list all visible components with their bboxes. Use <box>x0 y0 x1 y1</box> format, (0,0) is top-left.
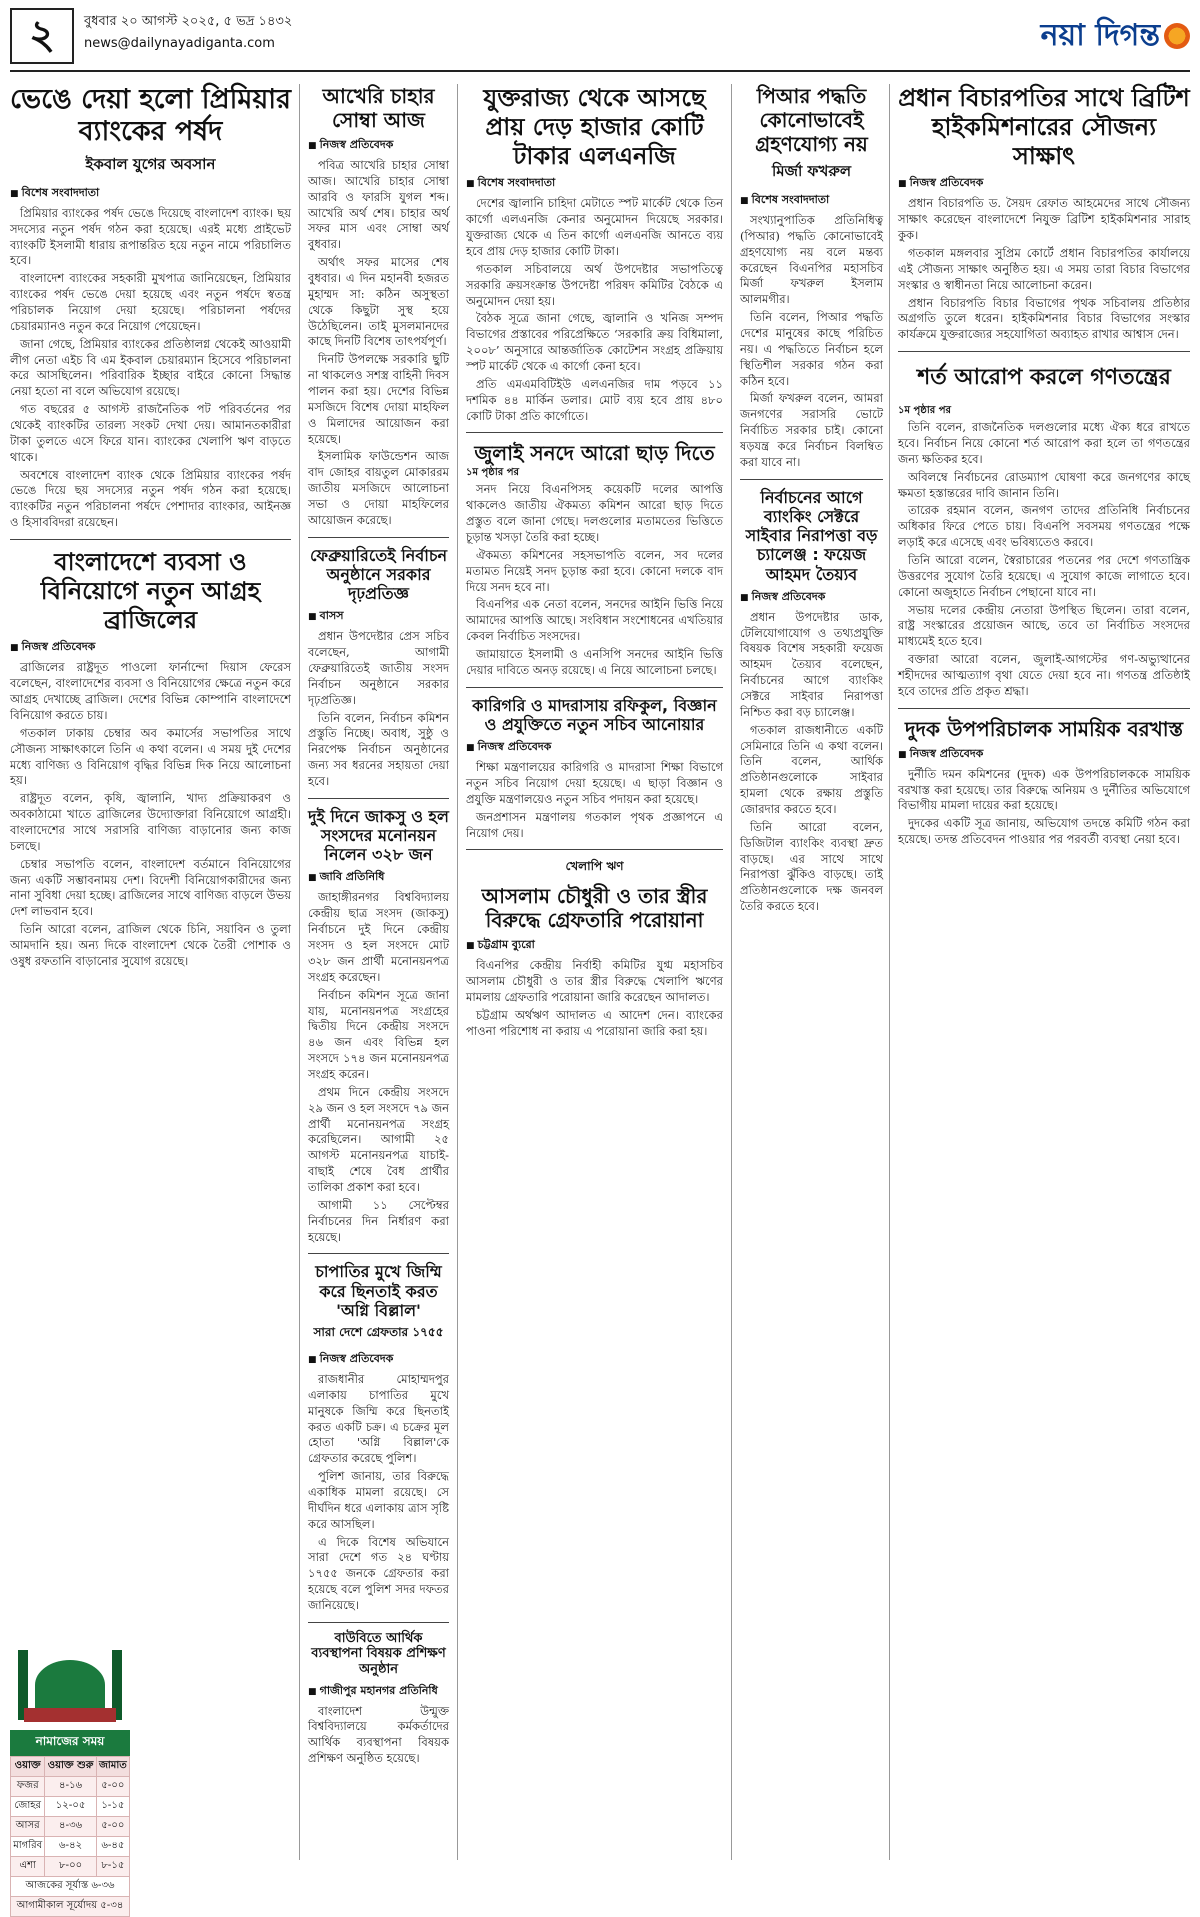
email-line[interactable]: news@dailynayadiganta.com <box>84 36 275 51</box>
story-akheri-chahar <box>308 84 449 529</box>
paragraph: বাংলাদেশ ব্যাংকের সহকারী মুখপাত্র জানিয়েছেন, প্রিমিয়ার ব্যাংকের পর্ষদ ভেঙে দেয়া হয়েছে এবং নতুন পর্ষদে স্বতন্ত্র পরিচালক নিয়োগ দেয়া হয়েছে। পরিচালনা পর্ষদের চেয়ারম্যানও নতুন করে নিয়োগ পেয়েছেন। <box>10 271 291 333</box>
paragraph: ইসলামিক ফাউন্ডেশন আজ বাদ জোহর বায়তুল মোকাররম জাতীয় মসজিদে আলোচনা সভা ও দোয়া মাহফিলের আয়োজন করেছে। <box>308 449 449 527</box>
table-cell: ৮-০০ <box>45 1857 96 1877</box>
story-body <box>740 610 883 915</box>
divider <box>466 687 723 688</box>
divider <box>10 539 291 540</box>
story-body <box>466 482 723 678</box>
headline[interactable]: চাপাতির মুখে জিম্মি করে ছিনতাই করত 'অগ্নি বিল্লাল' <box>315 1262 442 1320</box>
column-4 <box>740 84 890 1860</box>
byline: ■ বিশেষ সংবাদদাতা <box>740 191 883 210</box>
paragraph: প্রধান বিচারপতি বিচার বিভাগের পৃথক সচিবালয় প্রতিষ্ঠার অগ্রগতি তুলে ধরেন। হাইকমিশনার বিচার বিভাগের সংস্কার কার্যক্রমে যুক্তরাজ্যের সহযোগিতা অব্যাহত রাখার আশ্বাস দেন। <box>898 295 1190 342</box>
paragraph: অর্থাৎ সফর মাসের শেষ বুধবার। এ দিন মহানবী হজরত মুহাম্মদ সা: কঠিন অসুস্থতা থেকে কিছুটা সুস্থ হয়ে উঠেছিলেন। তাই মুসলমানদের কাছে দিনটি বিশেষ তাৎপর্যপূর্ণ। <box>308 255 449 349</box>
table-row <box>11 1817 130 1837</box>
column-header: ওয়াক্ত <box>11 1757 45 1777</box>
paragraph: অবিলম্বে নির্বাচনের রোডম্যাপ ঘোষণা করে জনগণের কাছে ক্ষমতা হস্তান্তরের দাবি জানান তিনি। <box>898 469 1190 500</box>
paragraph: গতকাল মঙ্গলবার সুপ্রিম কোর্টে প্রধান বিচারপতির কার্যালয়ে এই সৌজন্য সাক্ষাৎ অনুষ্ঠিত হয়। এ সময় তারা বিচার বিভাগের সংস্কার ও স্বাধীনতা নিয়ে আলোচনা করেন। <box>898 245 1190 292</box>
paragraph: জাহাঙ্গীরনগর বিশ্ববিদ্যালয় কেন্দ্রীয় ছাত্র সংসদ (জাকসু) নির্বাচনে দুই দিনে কেন্দ্রীয় সংসদ ও হল সংসদে মোট ৩২৮ জন প্রার্থী মনোনয়নপত্র সংগ্রহ করেছেন। <box>308 890 449 984</box>
story-body <box>898 767 1190 848</box>
paragraph: বিএনপির এক নেতা বলেন, সনদের আইনি ভিত্তি নিয়ে আমাদের আপত্তি আছে। সংবিধান সংশোধনের এখতিয়ার কেবল নির্বাচিত সংসদের। <box>466 597 723 644</box>
story-body <box>466 196 723 424</box>
column-2 <box>308 84 458 1860</box>
paragraph: সনদ নিয়ে বিএনপিসহ কয়েকটি দলের আপত্তি থাকলেও জাতীয় ঐকমত্য কমিশন আরো ছাড় দিতে প্রস্তুত বলে জানা গেছে। দলগুলোর মতামতের ভিত্তিতে চূড়ান্ত খসড়া তৈরি করা হচ্ছে। <box>466 482 723 544</box>
table-cell: ৫-০০ <box>96 1817 129 1837</box>
jump-line: ১ম পৃষ্ঠার পর <box>898 405 951 417</box>
table-cell: মাগরিব <box>11 1837 45 1857</box>
table-cell: ৬-৪৫ <box>96 1837 129 1857</box>
headline[interactable]: দুই দিনে জাকসু ও হল সংসদের মনোনয়ন নিলেন ৩২৮ জন <box>308 806 449 865</box>
divider <box>466 849 723 850</box>
paragraph: তিনি বলেন, নির্বাচন কমিশন প্রস্তুতি নিচ্ছে। অবাধ, সুষ্ঠু ও নিরপেক্ষ নির্বাচন অনুষ্ঠানের জন্য সব ধরনের সহায়তা দেয়া হবে। <box>308 710 449 789</box>
paragraph: তারেক রহমান বলেন, জনগণ তাদের প্রতিনিধি নির্বাচনের অধিকার ফিরে পেতে চায়। বিএনপি সবসময় গণতন্ত্রের পক্ষে লড়াই করে এসেছে এবং ভবিষ্যতেও করবে। <box>898 503 1190 550</box>
paragraph: বক্তারা আরো বলেন, জুলাই-আগস্টের গণ-অভ্যুত্থানের শহীদদের আত্মত্যাগ বৃথা যেতে দেয়া হবে না। গণতন্ত্র প্রতিষ্ঠাই হবে তাদের প্রতি প্রকৃত শ্রদ্ধা। <box>898 652 1190 698</box>
paragraph: দুর্নীতি দমন কমিশনের (দুদক) এক উপপরিচালককে সাময়িক বরখাস্ত করা হয়েছে। তার বিরুদ্ধে অনিয়ম ও দুর্নীতির অভিযোগে বিভাগীয় মামলা দায়ের করা হয়েছে। <box>898 766 1190 813</box>
paragraph: প্রধান উপদেষ্টার ডাক, টেলিযোগাযোগ ও তথ্যপ্রযুক্তি বিষয়ক বিশেষ সহকারী ফয়েজ আহমদ তৈয়্যব বলেছেন, নির্বাচনের আগে ব্যাংকিং সেক্টরে সাইবার নিরাপত্তা নিশ্চিত করা বড় চ্যালেঞ্জ। <box>740 609 883 719</box>
paragraph: তিনি বলেন, রাজনৈতিক দলগুলোর মধ্যে ঐক্য ধরে রাখতে হবে। নির্বাচন নিয়ে কোনো শর্ত আরোপ করা হলে তা গণতন্ত্রের জন্য ক্ষতিকর হবে। <box>898 420 1190 466</box>
sunrise-cell: আগামীকাল সূর্যোদয় ৫-৩৪ <box>11 1897 130 1917</box>
newspaper-logo[interactable] <box>1030 8 1190 64</box>
date-line: বুধবার ২০ আগস্ট ২০২৫, ৫ ভদ্র ১৪৩২ <box>84 14 293 29</box>
sunset-cell: আজকের সূর্যাস্ত ৬-৩৬ <box>11 1877 130 1897</box>
story-body <box>466 958 723 1039</box>
headline[interactable]: প্রধান বিচারপতির সাথে ব্রিটিশ হাইকমিশনারের সৌজন্য সাক্ষাৎ <box>898 84 1190 170</box>
paragraph: রাজধানীর মোহাম্মদপুর এলাকায় চাপাতির মুখে মানুষকে জিম্মি করে ছিনতাই করত একটি চক্র। এ চক্রের মূল হোতা 'অগ্নি বিল্লাল'কে গ্রেফতার করেছে পুলিশ। <box>308 1371 449 1466</box>
byline: ■ গাজীপুর মহানগর প্রতিনিধি <box>308 1682 449 1701</box>
paragraph: জনপ্রশাসন মন্ত্রণালয় গতকাল পৃথক প্রজ্ঞাপনে এ নিয়োগ দেয়। <box>466 809 723 840</box>
paragraph: প্রতি এমএমবিটিইউ এলএনজির দাম পড়বে ১১ দশমিক ৪৪ মার্কিন ডলার। মোট ব্যয় হবে প্রায় ৪৮০ কোটি টাকা প্রতি কার্গোতে। <box>466 376 723 423</box>
headline[interactable]: জুলাই সনদে আরো ছাড় দিতে <box>474 441 715 466</box>
table-cell: ৮-১৫ <box>96 1857 129 1877</box>
table-cell: ১-১৫ <box>96 1797 129 1817</box>
table-row <box>11 1777 130 1797</box>
paragraph: গতকাল রাজধানীতে একটি সেমিনারে তিনি এ কথা বলেন। তিনি বলেন, আর্থিক প্রতিষ্ঠানগুলোকে সাইবার হামলা থেকে রক্ষায় প্রস্তুতি জোরদার করতে হবে। <box>740 722 883 816</box>
story-body <box>308 158 449 529</box>
headline[interactable]: পিআর পদ্ধতি কোনোভাবেই গ্রহণযোগ্য নয় <box>755 84 868 156</box>
paragraph: প্রধান উপদেষ্টার প্রেস সচিব বলেছেন, আগামী ফেব্রুয়ারিতেই জাতীয় সংসদ নির্বাচন অনুষ্ঠানে সরকার দৃঢ়প্রতিজ্ঞ। <box>308 629 449 707</box>
table-cell: ১২-০৫ <box>45 1797 96 1817</box>
divider <box>898 351 1190 352</box>
story-july-charter <box>466 441 723 678</box>
subhead: মির্জা ফখরুল <box>771 162 852 180</box>
column-3 <box>466 84 732 1860</box>
story-body <box>466 760 723 841</box>
table-cell: জোহর <box>11 1797 45 1817</box>
paragraph: রাষ্ট্রদূত বলেন, কৃষি, জ্বালানি, খাদ্য প্রক্রিয়াকরণ ও অবকাঠামো খাতে ব্রাজিলের উদ্যোক্তারা বিনিয়োগে আগ্রহী। বাংলাদেশের সাথে সরাসরি বাণিজ্য বাড়ানোর জন্য কাজ চলছে। <box>10 791 291 853</box>
jump-line: ১ম পৃষ্ঠার পর <box>466 467 519 479</box>
story-body <box>740 213 883 471</box>
subhead: সারা দেশে গ্রেফতার ১৭৫৫ <box>313 1324 444 1339</box>
kicker: খেলাপি ঋণ <box>565 859 624 874</box>
headline[interactable]: আসলাম চৌধুরী ও তার স্ত্রীর বিরুদ্ধে গ্রেফতারি পরোয়ানা <box>481 884 708 933</box>
paragraph: গতকাল সচিবালয়ে অর্থ উপদেষ্টার সভাপতিত্বে সরকারি ক্রয়সংক্রান্ত উপদেষ্টা পরিষদ কমিটির বৈঠকে এ অনুমোদন দেয়া হয়। <box>466 261 723 308</box>
divider <box>898 708 1190 709</box>
prayer-times-box <box>10 1650 130 1911</box>
story-body <box>308 1372 449 1614</box>
story-body <box>10 660 291 969</box>
divider <box>308 1622 449 1623</box>
paragraph: বৈঠক সূত্রে জানা গেছে, জ্বালানি ও খনিজ সম্পদ বিভাগের প্রস্তাবের পরিপ্রেক্ষিতে ‘সরকারি ক্রয় বিধিমালা, ২০০৮’ অনুসারে আন্তর্জাতিক কোটেশন সংগ্রহ প্রক্রিয়ায় স্পট মার্কেট থেকে এ কার্গো কেনা হবে। <box>466 311 723 373</box>
story-chief-justice <box>898 84 1190 343</box>
paragraph: পুলিশ জানায়, তার বিরুদ্ধে একাধিক মামলা রয়েছে। সে দীর্ঘদিন ধরে এলাকায় ত্রাস সৃষ্টি করে আসছিল। <box>308 1469 449 1531</box>
column-1 <box>10 84 300 1860</box>
paragraph: চট্টগ্রাম অর্থঋণ আদালত এ আদেশ দেন। ব্যাংকের পাওনা পরিশোধ না করায় এ পরোয়ানা জারি করা হয়। <box>466 1007 723 1038</box>
column-right <box>740 84 1190 1860</box>
story-pr-system <box>740 84 883 471</box>
headline[interactable]: নির্বাচনের আগে ব্যাংকিং সেক্টরে সাইবার নিরাপত্তা বড় চ্যালেঞ্জ : ফয়েজ আহমদ তৈয়্যব <box>745 487 878 584</box>
paragraph: জামায়াতে ইসলামী ও এনসিপি সনদের আইনি ভিত্তি দেয়ার দাবিতে অনড় রয়েছে। এ নিয়ে আলোচনা চলছে। <box>466 647 723 677</box>
story-body <box>308 890 449 1245</box>
byline: ■ নিজস্ব প্রতিবেদক <box>308 1350 449 1369</box>
paragraph: সভায় দলের কেন্দ্রীয় নেতারা উপস্থিত ছিলেন। তারা বলেন, রাষ্ট্র সংস্কারের প্রয়োজন আছে, তবে তা নির্বাচিত সংসদের মাধ্যমেই হতে হবে। <box>898 602 1190 649</box>
paragraph: প্রিমিয়ার ব্যাংকের পর্ষদ ভেঙে দিয়েছে বাংলাদেশ ব্যাংক। ছয় সদস্যের নতুন পর্ষদ গঠন করা হয়েছে। এরই মধ্যে প্রাইভেট ব্যাংকটি ইসলামী ধারায় রূপান্তরিত হয়ে নতুন নামে পরিচালিত হবে। <box>10 205 291 268</box>
headline[interactable]: দুদক উপপরিচালক সাময়িক বরখাস্ত <box>905 716 1183 741</box>
logo-text: নয়া দিগন্ত <box>1040 17 1160 53</box>
byline: ■ বাসস <box>308 607 449 626</box>
paragraph: গত বছরের ৫ আগস্ট রাজনৈতিক পট পরিবর্তনের পর থেকেই ব্যাংকটির তারল্য সংকট দেখা দেয়। আমানতকারীরা টাকা তুলতে এসে ফিরে যান। ব্যাংকের খেলাপি ঋণ বাড়তে থাকে। <box>10 402 291 464</box>
paragraph: দিনটি উপলক্ষে সরকারি ছুটি না থাকলেও সশস্ত্র বাহিনী দিবস পালন করা হয়। দেশের বিভিন্ন মসজিদে বিশেষ দোয়া মাহফিল ও মিলাদের আয়োজন করা হয়েছে। <box>308 352 449 446</box>
paragraph: চেম্বার সভাপতি বলেন, বাংলাদেশ বর্তমানে বিনিয়োগের জন্য একটি সম্ভাবনাময় দেশ। বিদেশী বিনিয়োগকারীদের জন্য নানা সুবিধা দেয়া হচ্ছে। ব্রাজিলের সাথে বাণিজ্য বাড়লে উভয় দেশ লাভবান হবে। <box>10 856 291 919</box>
divider <box>466 432 723 433</box>
paragraph: বিএনপির কেন্দ্রীয় নির্বাহী কমিটির যুগ্ম মহাসচিব আসলাম চৌধুরী ও তার স্ত্রীর বিরুদ্ধে খেলাপি ঋণের মামলায় গ্রেফতারি পরোয়ানা জারি করেছেন আদালত। <box>466 958 723 1005</box>
table-row <box>11 1797 130 1817</box>
paragraph: আগামী ১১ সেপ্টেম্বর নির্বাচনের দিন নির্ধারণ করা হয়েছে। <box>308 1197 449 1244</box>
story-baubi <box>308 1631 449 1767</box>
story-agni-billal <box>308 1262 449 1613</box>
story-body <box>308 1704 449 1767</box>
table-row <box>11 1857 130 1877</box>
story-premier-bank <box>10 84 291 531</box>
story-dudok <box>898 717 1190 848</box>
divider <box>308 537 449 538</box>
paragraph: নির্বাচন কমিশন সূত্রে জানা যায়, মনোনয়নপত্র সংগ্রহের দ্বিতীয় দিনে কেন্দ্রীয় সংসদে ৪৬ জন এবং বিভিন্ন হল সংসদে ১৭৪ জন মনোনয়নপত্র সংগ্রহ করেন। <box>308 987 449 1081</box>
byline: ■ বিশেষ সংবাদদাতা <box>466 174 723 193</box>
paragraph: অবশেষে বাংলাদেশ ব্যাংক থেকে প্রিমিয়ার ব্যাংকের পর্ষদ ভেঙে দিয়ে ছয় সদস্যের নতুন পর্ষদ গঠন করা হয়েছে। ব্যাংকটির নতুন পরিচালনা পর্ষদে পেশাদার ব্যাংকার, আইনজ্ঞ ও হিসাববিদরা রয়েছেন। <box>10 467 291 530</box>
paragraph: শিক্ষা মন্ত্রণালয়ের কারিগরি ও মাদরাসা শিক্ষা বিভাগে নতুন সচিব নিয়োগ দেয়া হয়েছে। এ ছাড়া বিজ্ঞান ও প্রযুক্তি মন্ত্রণালয়েও নতুন সচিব পদায়ন করা হয়েছে। <box>466 760 723 806</box>
story-cyber-security <box>740 488 883 915</box>
column-5 <box>898 84 1190 1860</box>
story-secretary <box>466 696 723 842</box>
headline[interactable]: বাংলাদেশে ব্যবসা ও বিনিয়োগে নতুন আগ্রহ ব্রাজিলের <box>40 547 261 634</box>
paragraph: গতকাল ঢাকায় চেম্বার অব কমার্সের সভাপতির সাথে সৌজন্য সাক্ষাৎকালে তিনি এ কথা বলেন। এ সময় দুই দেশের মধ্যে বাণিজ্য ও বিনিয়োগ বৃদ্ধির বিভিন্ন দিক নিয়ে আলোচনা হয়। <box>10 725 291 788</box>
byline: ■ বিশেষ সংবাদদাতা <box>10 184 291 203</box>
divider <box>740 479 883 480</box>
byline: ■ নিজস্ব প্রতিবেদক <box>10 638 291 657</box>
paragraph: ঐকমত্য কমিশনের সহসভাপতি বলেন, সব দলের মতামত নিয়েই সনদ চূড়ান্ত করা হবে। কোনো দলকে বাদ দিয়ে সনদ হবে না। <box>466 547 723 594</box>
story-jaksu <box>308 807 449 1245</box>
table-cell: ফজর <box>11 1777 45 1797</box>
byline: ■ নিজস্ব প্রতিবেদক <box>740 588 883 607</box>
story-lng <box>466 84 723 424</box>
paragraph: পবিত্র আখেরি চাহার সোম্বা আজ। আখেরি চাহার সোম্বা আরবি ও ফারসি যুগল শব্দ। আখেরি অর্থ শেষ। চাহার অর্থ সফর মাস এবং সোম্বা অর্থ বুধবার। <box>308 158 449 252</box>
paragraph: দেশের জ্বালানি চাহিদা মেটাতে স্পট মার্কেট থেকে তিন কার্গো এলএনজি কেনার অনুমোদন দিয়েছে সরকার। যুক্তরাজ্য থেকে এ তিন কার্গো এলএনজি আনতে ব্যয় হবে প্রায় দেড় হাজার কোটি টাকা। <box>466 196 723 258</box>
story-democracy <box>898 360 1190 700</box>
paragraph: বাংলাদেশ উন্মুক্ত বিশ্ববিদ্যালয়ে কর্মকর্তাদের আর্থিক ব্যবস্থাপনা বিষয়ক প্রশিক্ষণ অনুষ্ঠিত হয়েছে। <box>308 1703 449 1766</box>
paragraph: দুদকের একটি সূত্র জানায়, অভিযোগ তদন্তে কমিটি গঠন করা হয়েছে। তদন্ত প্রতিবেদন পাওয়ার পর পরবর্তী ব্যবস্থা নেয়া হবে। <box>898 816 1190 847</box>
headline[interactable]: আখেরি চাহার সোম্বা আজ <box>322 84 435 132</box>
divider <box>308 1253 449 1254</box>
page-number: ২ <box>10 8 74 64</box>
paragraph: ব্রাজিলের রাষ্ট্রদূত পাওলো ফার্নান্দো দিয়াস ফেরেস বলেছেন, বাংলাদেশের ব্যবসা ও বিনিয়োগের ক্ষেত্রে নতুন করে আগ্রহ দেখাচ্ছে ব্রাজিল। দেশের বিভিন্ন কোম্পানি বাংলাদেশে বিনিয়োগ করতে চায়। <box>10 660 291 722</box>
story-brazil <box>10 548 291 970</box>
paragraph: প্রথম দিনে কেন্দ্রীয় সংসদে ২৯ জন ও হল সংসদে ৭৯ জন প্রার্থী মনোনয়নপত্র সংগ্রহ করেছিলেন। আগামী ২৫ আগস্ট মনোনয়নপত্র যাচাই-বাছাই শেষে বৈধ প্রার্থীর তালিকা প্রকাশ করা হবে। <box>308 1084 449 1194</box>
story-body <box>898 196 1190 343</box>
paragraph: তিনি আরো বলেন, স্বৈরাচারের পতনের পর দেশে গণতান্ত্রিক উত্তরণের সুযোগ তৈরি হয়েছে। এ সুযোগ কাজে লাগাতে হবে। কোনো অজুহাতে নির্বাচন পেছানো যাবে না। <box>898 553 1190 599</box>
dome <box>35 1660 105 1710</box>
subhead: ইকবাল যুগের অবসান <box>85 154 216 173</box>
paragraph: মির্জা ফখরুল বলেন, আমরা জনগণের সরাসরি ভোটে নির্বাচিত সরকার চাই। কোনো ষড়যন্ত্র করে নির্বাচন বিলম্বিত করা যাবে না। <box>740 391 883 469</box>
paragraph: তিনি আরো বলেন, ডিজিটাল ব্যাংকিং ব্যবস্থা দ্রুত বাড়ছে। এর সাথে সাথে নিরাপত্তা ঝুঁকিও বাড়ছে। তাই প্রতিষ্ঠানগুলোকে দক্ষ জনবল তৈরি করতে হবে। <box>740 819 883 914</box>
paragraph: জানা গেছে, প্রিমিয়ার ব্যাংকের প্রতিষ্ঠালগ্ন থেকেই আওয়ামী লীগ নেতা এইচ বি এম ইকবাল চেয়ারম্যান হিসেবে পরিচালনা করে আসছিলেন। পরিবারিক ইচ্ছার বাইরে কোনো সিদ্ধান্ত নেয়া হতো না বলে অভিযোগ রয়েছে। <box>10 336 291 399</box>
table-cell: ৫-০০ <box>96 1777 129 1797</box>
mosque-icon <box>10 1650 130 1730</box>
paragraph: তিনি আরো বলেন, ব্রাজিল থেকে চিনি, সয়াবিন ও তুলা আমদানি হয়। অন্য দিকে বাংলাদেশ থেকে তৈরী পোশাক ও ওষুধ রফতানি বাড়ানোর সুযোগ রয়েছে। <box>10 922 291 968</box>
column-header: ওয়াক্ত শুরু <box>45 1757 96 1777</box>
headline[interactable]: শর্ত আরোপ করলে গণতন্ত্রের <box>917 365 1171 391</box>
table-cell: এশা <box>11 1857 45 1877</box>
story-body <box>308 629 449 790</box>
column-header: জামাত <box>96 1757 129 1777</box>
table-cell: ৬-৪২ <box>45 1837 96 1857</box>
byline: ■ নিজস্ব প্রতিবেদক <box>898 745 1190 764</box>
prayer-title: নামাজের সময় <box>10 1730 130 1756</box>
divider <box>308 798 449 799</box>
story-election-feb <box>308 546 449 790</box>
byline: ■ নিজস্ব প্রতিবেদক <box>308 136 449 155</box>
byline: ■ চট্টগ্রাম ব্যুরো <box>466 936 723 955</box>
headline[interactable]: কারিগরি ও মাদরাসায় রফিকুল, বিজ্ঞান ও প্রযুক্তিতে নতুন সচিব আনোয়ার <box>472 695 717 734</box>
byline: ■ নিজস্ব প্রতিবেদক <box>466 738 723 757</box>
sun-icon <box>1164 23 1190 49</box>
table-row <box>11 1877 130 1897</box>
prayer-table <box>10 1756 130 1917</box>
headline[interactable]: ভেঙে দেয়া হলো প্রিমিয়ার ব্যাংকের পর্ষদ <box>10 84 291 148</box>
table-row <box>11 1897 130 1917</box>
paragraph: প্রধান বিচারপতি ড. সৈয়দ রেফাত আহমেদের সাথে সৌজন্য সাক্ষাৎ করেছেন বাংলাদেশে নিযুক্ত ব্রিটিশ হাইকমিশনার সারাহ কুক। <box>898 196 1190 243</box>
table-header-row <box>11 1757 130 1777</box>
paragraph: এ দিকে বিশেষ অভিযানে সারা দেশে গত ২৪ ঘণ্টায় ১৭৫৫ জনকে গ্রেফতার করা হয়েছে বলে পুলিশ সদর দফতর জানিয়েছে। <box>308 1534 449 1612</box>
paragraph: সংখ্যানুপাতিক প্রতিনিধিত্ব (পিআর) পদ্ধতি কোনোভাবেই গ্রহণযোগ্য নয় বলে মন্তব্য করেছেন বিএনপির মহাসচিব মির্জা ফখরুল ইসলাম আলমগীর। <box>740 213 883 307</box>
table-row <box>11 1837 130 1857</box>
mosque-base <box>24 1708 116 1722</box>
headline[interactable]: ফেব্রুয়ারিতেই নির্বাচন অনুষ্ঠানে সরকার দৃঢ়প্রতিজ্ঞ <box>309 545 448 604</box>
story-body <box>898 420 1190 700</box>
table-cell: ৪-৩৬ <box>45 1817 96 1837</box>
story-aslam <box>466 858 723 1039</box>
paragraph: তিনি বলেন, পিআর পদ্ধতি দেশের মানুষের কাছে পরিচিত নয়। এ পদ্ধতিতে নির্বাচন হলে স্থিতিশীল সরকার গঠন করা কঠিন হবে। <box>740 310 883 388</box>
byline: ■ নিজস্ব প্রতিবেদক <box>898 174 1190 193</box>
byline: ■ জাবি প্রতিনিধি <box>308 868 449 887</box>
headline[interactable]: বাউবিতে আর্থিক ব্যবস্থাপনা বিষয়ক প্রশিক্ষণ অনুষ্ঠান <box>311 1630 446 1678</box>
headline[interactable]: যুক্তরাজ্য থেকে আসছে প্রায় দেড় হাজার কোটি টাকার এলএনজি <box>483 84 706 170</box>
masthead <box>10 8 1190 72</box>
story-body <box>10 206 291 531</box>
table-cell: ৪-১৬ <box>45 1777 96 1797</box>
table-cell: আসর <box>11 1817 45 1837</box>
